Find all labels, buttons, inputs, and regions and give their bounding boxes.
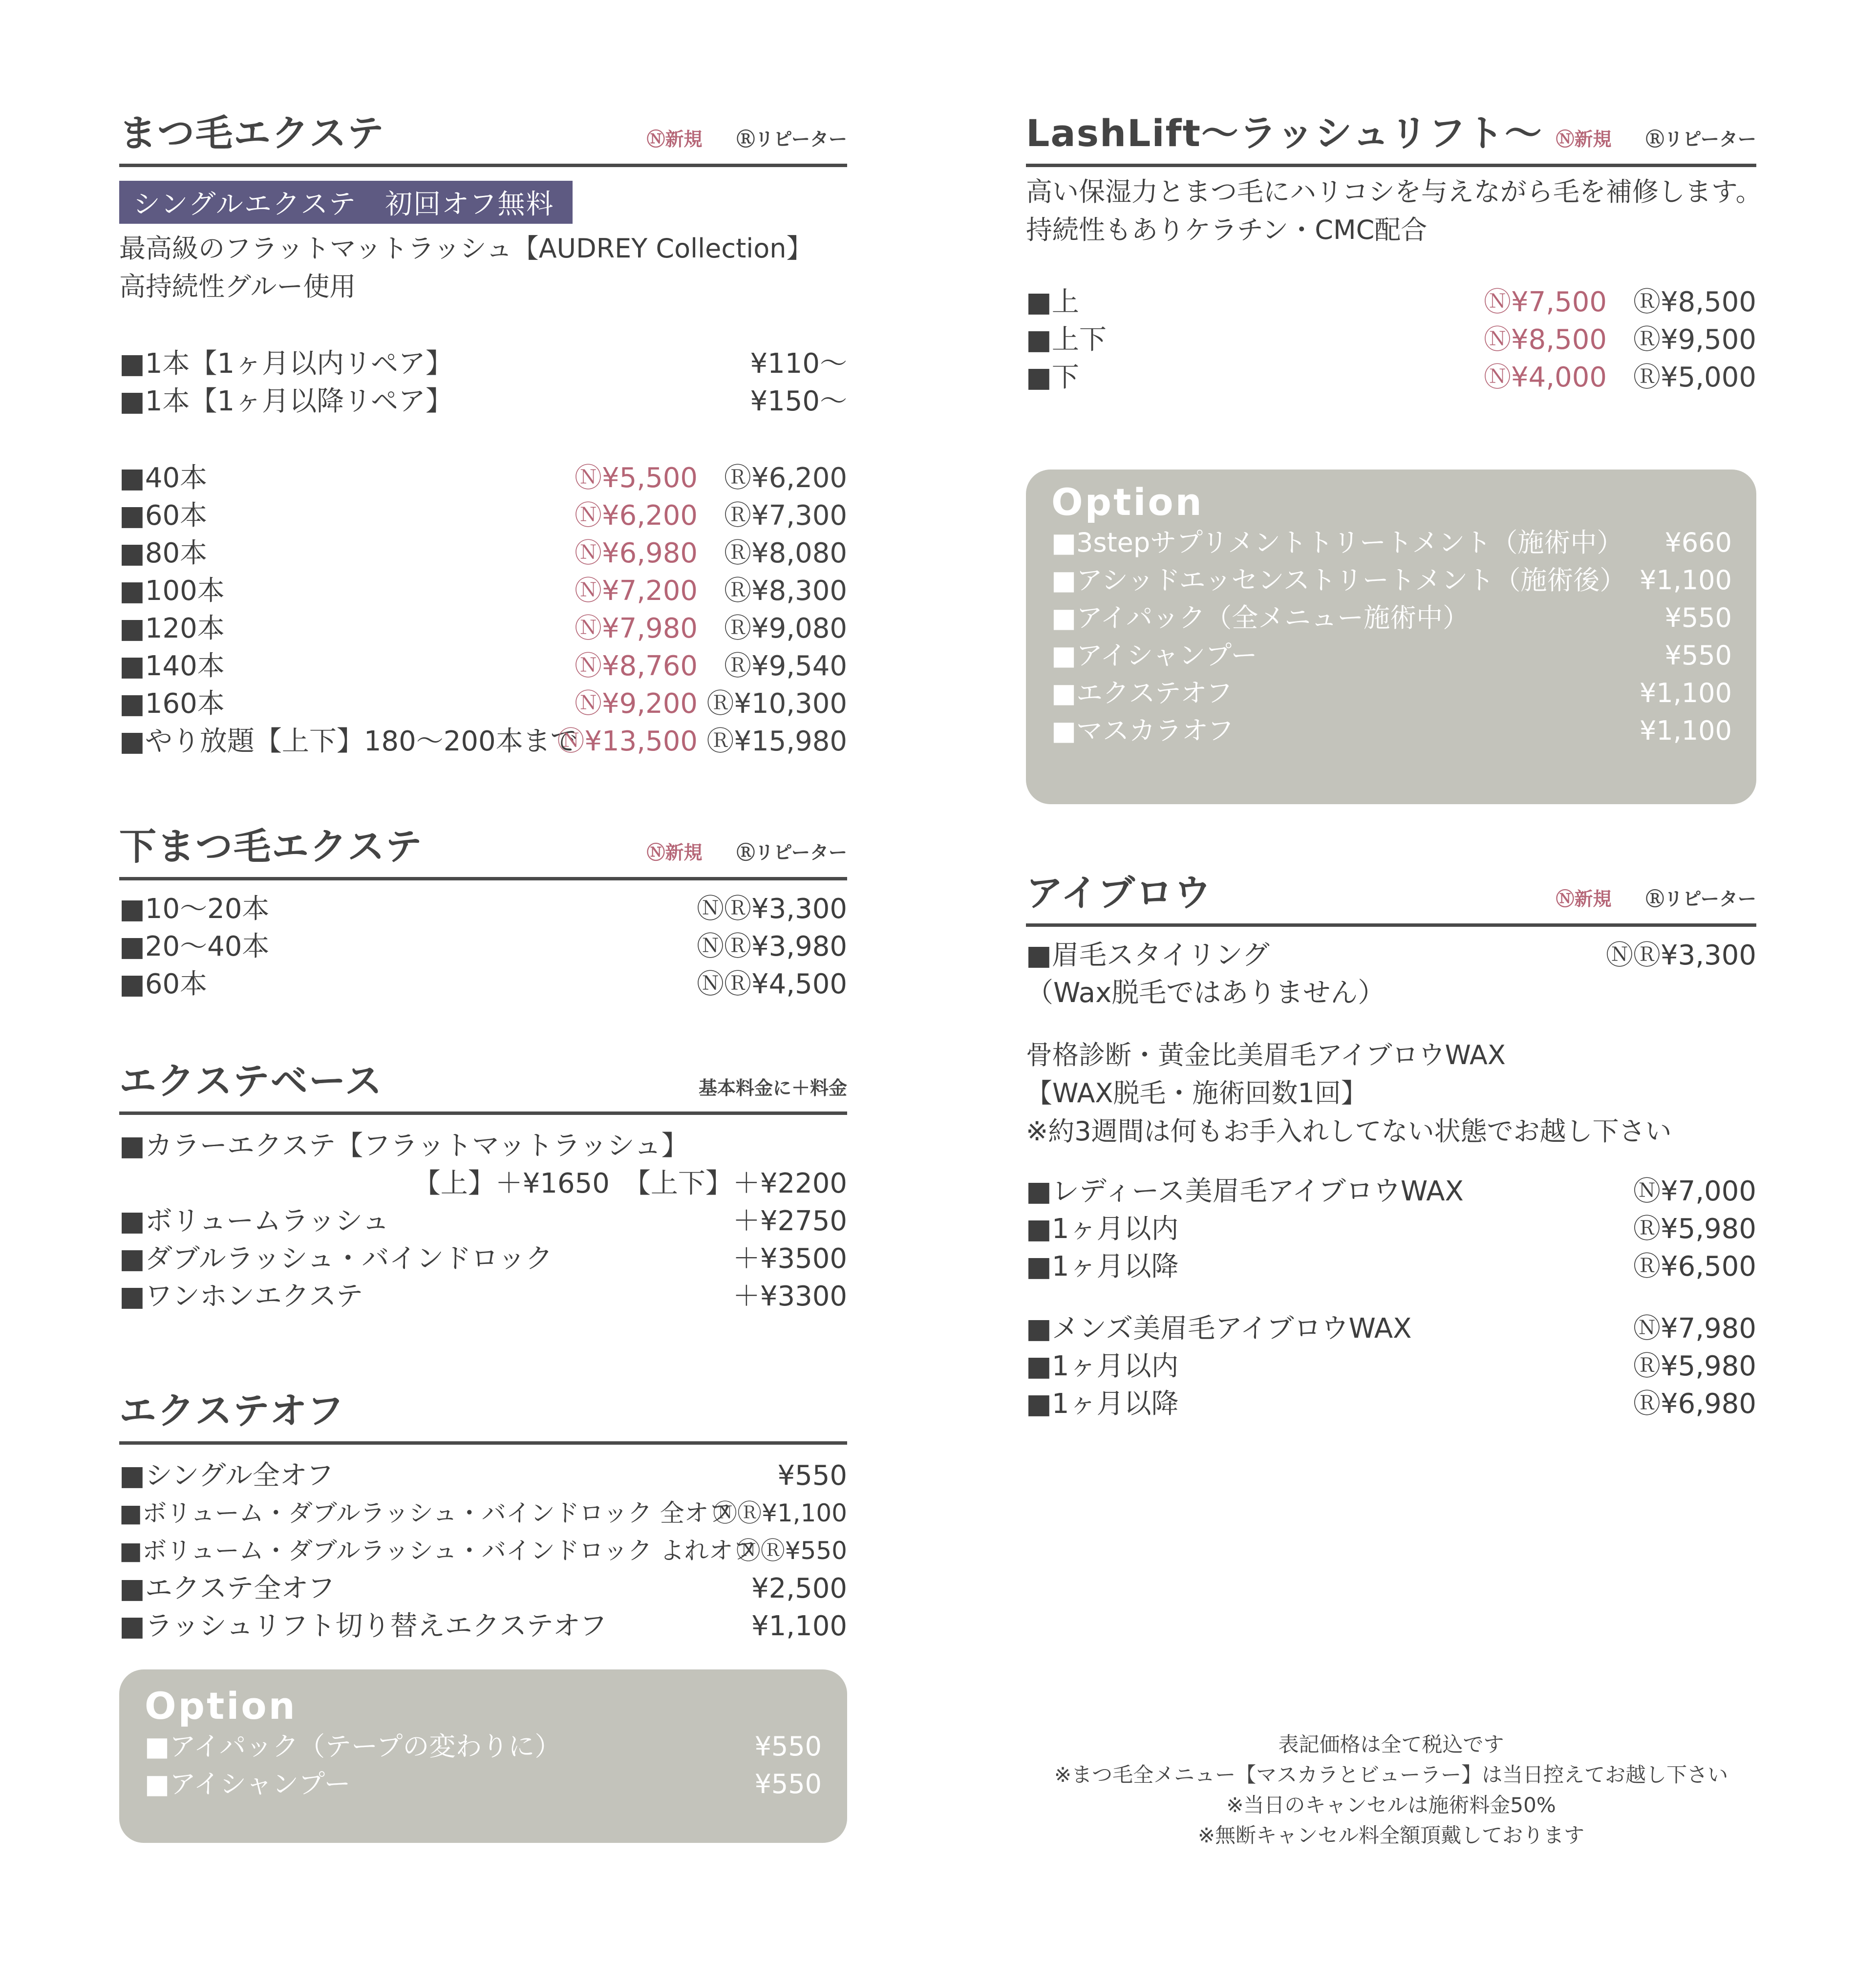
item-label: ■マスカラオフ (1051, 715, 1234, 746)
item-label: ■エクステオフ (1051, 678, 1233, 708)
section-title: 下まつ毛エクステ (119, 825, 423, 868)
lash-extension-section (119, 107, 847, 760)
price-list (1026, 283, 1756, 396)
repeater-price: Ⓡ¥15,980 (706, 726, 847, 757)
item-label: ■アシッドエッセンストリートメント（施術後） (1051, 565, 1626, 596)
section-header (1026, 107, 1756, 167)
description-line: 最高級のフラットマットラッシュ【AUDREY Collection】 (119, 233, 813, 264)
item-label: ■ボリュームラッシュ (119, 1205, 389, 1237)
item-label: ■アイパック（全メニュー施術中） (1051, 602, 1470, 633)
repeater-price: Ⓡ¥10,300 (706, 688, 847, 720)
price-row (1026, 1248, 1756, 1285)
legend-new: Ⓝ新規 (646, 128, 703, 150)
price-row (119, 1127, 847, 1165)
item-price: ＋¥3500 (732, 1243, 847, 1275)
price-row (119, 1278, 847, 1315)
mens-price-list (1026, 1310, 1756, 1423)
price-row (119, 1457, 847, 1495)
item-label: ■アイシャンプー (145, 1769, 351, 1799)
ladies-price-list (1026, 1173, 1756, 1285)
item-label: ■10〜20本 (119, 893, 270, 925)
item-price: ¥550 (1664, 640, 1732, 671)
item-label: ■ボリューム・ダブルラッシュ・バインドロック よれオフ (119, 1537, 757, 1565)
item-price: ¥550 (754, 1731, 822, 1762)
item-price: ＋¥2750 (732, 1205, 847, 1237)
price-row (1026, 1210, 1756, 1248)
new-price: Ⓝ¥4,000 (1484, 362, 1607, 393)
price-row (119, 1607, 847, 1645)
repeater-price: Ⓡ¥9,540 (724, 650, 847, 682)
price-row (1026, 1385, 1756, 1423)
item-label: ■80本 (119, 537, 208, 569)
repeater-price: Ⓡ¥7,300 (724, 500, 847, 532)
repeater-price: Ⓡ¥8,080 (724, 537, 847, 569)
item-label: ■下 (1026, 362, 1079, 393)
repeater-price: Ⓡ¥9,500 (1633, 324, 1756, 356)
item-label: ■1ヶ月以降 (1026, 1388, 1179, 1420)
item-label: ■アイパック（テープの変わりに） (145, 1731, 561, 1762)
item-label: ■レディース美眉毛アイブロウWAX (1026, 1175, 1464, 1207)
new-price: Ⓝ¥7,980 (575, 613, 698, 644)
item-label: ■1ヶ月以内 (1026, 1350, 1179, 1382)
price-legend (1556, 124, 1757, 151)
legend-repeater: Ⓡリピーター (1645, 888, 1756, 910)
item-label: ■1ヶ月以内 (1026, 1213, 1179, 1245)
lash-lift-section (1026, 107, 1762, 804)
item-price: ¥1,100 (1640, 715, 1732, 746)
price-row (119, 1165, 847, 1202)
repair-price-list (119, 345, 847, 420)
section-title: エクステオフ (119, 1389, 345, 1432)
styling-list (1026, 937, 1756, 1012)
price-row (119, 723, 847, 760)
description-line: 骨格診断・黄金比美眉毛アイブロウWAX (1026, 1040, 1506, 1070)
lower-lash-extension-section (119, 821, 847, 1003)
price-row (119, 890, 847, 928)
item-label: ■ラッシュリフト切り替えエクステオフ (119, 1610, 607, 1642)
section-header (119, 821, 847, 880)
wax-description (1026, 1036, 1756, 1151)
price-list (119, 890, 847, 1003)
price-row (119, 459, 847, 497)
item-note: （Wax脱毛ではありません） (1026, 977, 1386, 1009)
price-row (119, 534, 847, 572)
section-note: 基本料金に＋料金 (698, 1077, 847, 1099)
option-row (1051, 599, 1732, 637)
legend-repeater: Ⓡリピーター (736, 842, 847, 863)
new-price: Ⓝ¥8,760 (575, 650, 698, 682)
item-price: Ⓡ¥6,500 (1633, 1251, 1756, 1282)
price-row (1026, 1310, 1756, 1347)
section-title: LashLift〜ラッシュリフト〜 (1026, 111, 1543, 155)
option-title: Option (145, 1684, 297, 1728)
item-price: ¥2,500 (751, 1573, 847, 1604)
price-row (119, 965, 847, 1003)
repeater-price: Ⓡ¥9,080 (724, 613, 847, 644)
legend-new: Ⓝ新規 (1556, 888, 1612, 910)
legend-repeater: Ⓡリピーター (736, 128, 847, 150)
item-price: Ⓡ¥6,980 (1633, 1388, 1756, 1420)
price-row (119, 383, 847, 420)
description-line: 【WAX脱毛・施術回数1回】 (1026, 1078, 1367, 1109)
item-price: ¥110〜 (750, 348, 847, 380)
option-row (1051, 561, 1732, 599)
section-title: まつ毛エクステ (119, 111, 385, 155)
repeater-price: Ⓡ¥8,300 (724, 575, 847, 607)
count-price-list (119, 459, 847, 760)
section-header (1026, 867, 1756, 927)
item-label: ■エクステ全オフ (119, 1573, 335, 1604)
price-row (119, 610, 847, 647)
item-label: ■アイシャンプー (1051, 640, 1258, 671)
item-price: ⓃⓇ¥3,300 (1606, 940, 1756, 971)
price-legend (647, 837, 848, 864)
extension-off-section (119, 1385, 847, 1843)
item-price: ¥1,100 (1640, 678, 1732, 708)
item-price: Ⓡ¥5,980 (1633, 1350, 1756, 1382)
price-row (1026, 1347, 1756, 1385)
item-price: ¥550 (777, 1460, 847, 1492)
price-row (119, 1495, 847, 1532)
option-box (119, 1669, 847, 1843)
item-label: ■カラーエクステ【フラットマットラッシュ】 (119, 1130, 689, 1162)
item-price: 【上】＋¥1650 【上下】＋¥2200 (413, 1168, 847, 1199)
item-price: ＋¥3300 (732, 1281, 847, 1312)
price-row (1026, 937, 1756, 974)
item-label: ■1ヶ月以降 (1026, 1251, 1179, 1282)
item-price: Ⓡ¥5,980 (1633, 1213, 1756, 1245)
price-row (119, 1202, 847, 1240)
new-price: Ⓝ¥6,980 (575, 537, 698, 569)
footer-notes (1026, 1730, 1756, 1851)
price-row (119, 572, 847, 610)
item-label: ■100本 (119, 575, 225, 607)
item-label: ■40本 (119, 462, 208, 494)
price-row (119, 497, 847, 534)
option-row (1051, 674, 1732, 712)
item-label: ■160本 (119, 688, 225, 720)
option-row (145, 1728, 822, 1765)
item-label: ■眉毛スタイリング (1026, 940, 1270, 971)
item-price: ⓃⓇ¥3,980 (697, 931, 847, 962)
first-off-free-badge: シングルエクステ 初回オフ無料 (119, 181, 573, 224)
item-price: Ⓝ¥7,000 (1633, 1175, 1756, 1207)
price-legend (647, 124, 848, 151)
new-price: Ⓝ¥8,500 (1484, 324, 1607, 356)
price-row (1026, 974, 1756, 1012)
legend-new: Ⓝ新規 (1556, 128, 1612, 150)
section-title: アイブロウ (1026, 871, 1212, 915)
item-price: ¥550 (1664, 602, 1732, 633)
price-row (119, 1570, 847, 1607)
repeater-price: Ⓡ¥8,500 (1633, 286, 1756, 318)
description-line: 高持続性グルー使用 (119, 271, 356, 302)
description-line: 持続性もありケラチン・CMC配合 (1026, 214, 1428, 245)
item-price: Ⓝ¥7,980 (1633, 1313, 1756, 1345)
legend-repeater: Ⓡリピーター (1645, 128, 1756, 150)
item-label: ■3stepサプリメントトリートメント（施術中） (1051, 527, 1623, 558)
price-row (119, 1532, 847, 1570)
new-price: Ⓝ¥9,200 (575, 688, 698, 720)
footer-line: 表記価格は全て税込です (1278, 1732, 1504, 1756)
footer-line: ※まつ毛全メニュー【マスカラとビューラー】は当日控えてお越し下さい (1054, 1763, 1728, 1787)
item-price: ⓃⓇ¥550 (736, 1537, 847, 1565)
option-row (1051, 637, 1732, 674)
item-price: ⓃⓇ¥3,300 (697, 893, 847, 925)
new-price: Ⓝ¥6,200 (575, 500, 698, 532)
option-row (1051, 712, 1732, 749)
item-label: ■上 (1026, 286, 1079, 318)
item-price: ¥1,100 (1640, 565, 1732, 596)
price-list (119, 1127, 847, 1315)
item-price: ⓃⓇ¥4,500 (697, 968, 847, 1000)
item-label: ■120本 (119, 613, 225, 644)
item-label: ■60本 (119, 500, 208, 532)
footer-line: ※無断キャンセル料全額頂戴しております (1197, 1823, 1585, 1847)
item-label: ■上下 (1026, 324, 1107, 356)
price-row (119, 685, 847, 723)
price-row (1026, 359, 1756, 396)
item-label: ■140本 (119, 650, 225, 682)
item-price: ¥660 (1664, 527, 1732, 558)
eyebrow-section (1026, 867, 1756, 1423)
item-label: ■ダブルラッシュ・バインドロック (119, 1243, 553, 1275)
item-label: ■やり放題【上下】180〜200本まで (119, 726, 578, 757)
price-row (1026, 1173, 1756, 1210)
section-header (119, 1055, 847, 1115)
legend-new: Ⓝ新規 (646, 842, 703, 863)
option-box (1026, 470, 1756, 804)
price-list (119, 1457, 847, 1645)
item-label: ■ワンホンエクステ (119, 1281, 363, 1312)
item-price: ¥150〜 (750, 385, 847, 417)
item-label: ■60本 (119, 968, 208, 1000)
price-row (1026, 321, 1756, 359)
option-row (1051, 524, 1732, 561)
new-price: Ⓝ¥13,500 (557, 726, 698, 757)
option-row (145, 1765, 822, 1803)
item-price: ¥1,100 (751, 1610, 847, 1642)
extension-base-section (119, 1055, 847, 1315)
section-header (119, 107, 847, 167)
item-label: ■ボリューム・ダブルラッシュ・バインドロック 全オフ (119, 1499, 733, 1527)
price-row (119, 647, 847, 685)
description-line: ※約3週間は何もお手入れしてない状態でお越し下さい (1026, 1116, 1672, 1147)
footer-line: ※当日のキャンセルは施術料金50% (1226, 1793, 1556, 1817)
item-label: ■20〜40本 (119, 931, 270, 962)
item-price: ⓃⓇ¥1,100 (713, 1499, 847, 1527)
item-label: ■1本【1ヶ月以内リペア】 (119, 348, 453, 380)
new-price: Ⓝ¥7,500 (1484, 286, 1607, 318)
price-legend (1556, 884, 1757, 911)
price-row (119, 928, 847, 965)
repeater-price: Ⓡ¥5,000 (1633, 362, 1756, 393)
description-line: 高い保湿力とまつ毛にハリコシを与えながら毛を補修します。 (1026, 176, 1762, 207)
section-header (119, 1385, 847, 1445)
new-price: Ⓝ¥7,200 (575, 575, 698, 607)
item-price: ¥550 (754, 1769, 822, 1799)
section-title: エクステベース (119, 1059, 383, 1103)
item-label: ■シングル全オフ (119, 1460, 334, 1492)
price-row (1026, 283, 1756, 321)
price-row (119, 345, 847, 383)
item-label: ■1本【1ヶ月以降リペア】 (119, 385, 453, 417)
item-label: ■メンズ美眉毛アイブロウWAX (1026, 1313, 1412, 1345)
option-title: Option (1051, 480, 1204, 524)
new-price: Ⓝ¥5,500 (575, 462, 698, 494)
repeater-price: Ⓡ¥6,200 (724, 462, 847, 494)
price-row (119, 1240, 847, 1278)
